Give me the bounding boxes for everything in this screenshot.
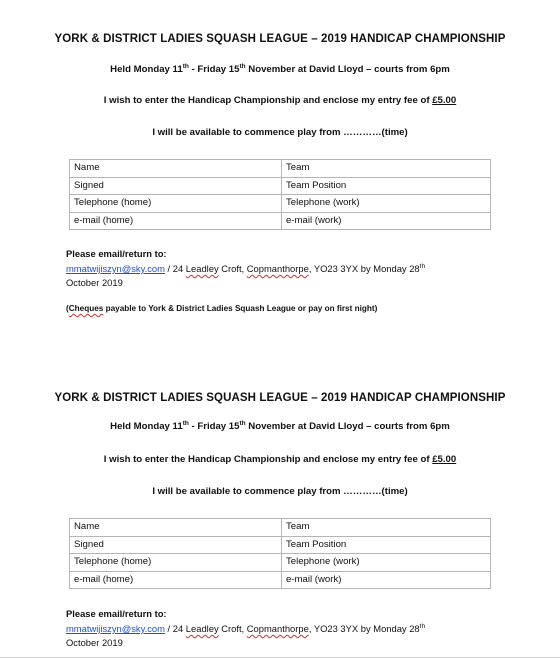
return-address: [66, 263, 425, 274]
held-sup-b: th: [239, 420, 246, 427]
email-link[interactable]: mmatwijiszyn@sky.com: [66, 263, 165, 274]
cheques-open: (: [66, 304, 69, 313]
addr-leadley: Leadley: [185, 263, 219, 274]
held-text-c: November at David Lloyd – courts from 6pm: [245, 421, 450, 432]
cheques-word: Cheques: [68, 304, 104, 313]
return-date-copy: October 2019: [66, 637, 123, 648]
cheques-rest: payable to York & District Ladies Squash League or pay on first night): [103, 304, 378, 313]
telephone-work-field[interactable]: Telephone (work): [282, 554, 491, 572]
availability-line-copy: I will be available to commence play from …………(time): [152, 486, 408, 497]
addr-text-c: , YO23 3YX by Monday 28: [308, 263, 420, 274]
held-text-a: Held Monday 11: [110, 421, 183, 432]
entry-fee: £5.00: [432, 454, 457, 465]
held-sup-a: th: [182, 63, 189, 70]
addr-text-b: Croft,: [218, 263, 247, 274]
held-text-c: November at David Lloyd – courts from 6pm: [245, 64, 450, 75]
name-field[interactable]: Name: [70, 519, 282, 537]
return-address-copy: [66, 623, 425, 634]
addr-sup: th: [419, 263, 426, 270]
held-dates-line-copy: [0, 421, 560, 432]
telephone-home-field[interactable]: Telephone (home): [70, 195, 282, 213]
held-sup-a: th: [182, 420, 189, 427]
entry-text: I wish to enter the Handicap Championship and enclose my entry fee of: [103, 95, 433, 106]
email-link[interactable]: mmatwijiszyn@sky.com: [66, 623, 165, 634]
held-sup-b: th: [239, 63, 246, 70]
return-label-copy: Please email/return to:: [66, 608, 167, 619]
email-work-field[interactable]: e-mail (work): [282, 571, 491, 589]
table-row: [70, 554, 491, 572]
name-field[interactable]: Name: [70, 160, 282, 178]
email-work-field[interactable]: e-mail (work): [282, 212, 491, 230]
table-row: [70, 519, 491, 537]
table-row: [70, 160, 491, 178]
addr-leadley: Leadley: [185, 623, 219, 634]
form-title-copy: YORK & DISTRICT LADIES SQUASH LEAGUE – 2019 HANDICAP CHAMPIONSHIP: [54, 392, 506, 404]
entry-fee: £5.00: [432, 95, 457, 106]
addr-text-c: , YO23 3YX by Monday 28: [308, 623, 420, 634]
table-row: [70, 212, 491, 230]
entry-text: I wish to enter the Handicap Championship and enclose my entry fee of: [103, 454, 433, 465]
telephone-home-field[interactable]: Telephone (home): [70, 554, 282, 572]
entry-line-copy: [0, 454, 560, 465]
table-row: [70, 536, 491, 554]
table-row: [70, 177, 491, 195]
addr-text-b: Croft,: [218, 623, 247, 634]
held-text-a: Held Monday 11: [110, 64, 183, 75]
cheques-note: [66, 304, 377, 313]
addr-copmanthorpe: Copmanthorpe: [246, 623, 309, 634]
table-row: [70, 571, 491, 589]
email-home-field[interactable]: e-mail (home): [70, 571, 282, 589]
addr-copmanthorpe: Copmanthorpe: [246, 263, 309, 274]
return-label: Please email/return to:: [66, 248, 167, 259]
held-text-b: - Friday 15: [188, 64, 240, 75]
entry-form-table: [69, 159, 491, 230]
entry-form-table-copy: [69, 518, 491, 589]
form-title: YORK & DISTRICT LADIES SQUASH LEAGUE – 2019 HANDICAP CHAMPIONSHIP: [54, 33, 506, 45]
telephone-work-field[interactable]: Telephone (work): [282, 195, 491, 213]
team-position-field[interactable]: Team Position: [282, 177, 491, 195]
addr-text-a: / 24: [164, 623, 186, 634]
addr-text-a: / 24: [164, 263, 186, 274]
held-text-b: - Friday 15: [188, 421, 240, 432]
team-field[interactable]: Team: [282, 160, 491, 178]
addr-sup: th: [419, 623, 426, 630]
signed-field[interactable]: Signed: [70, 536, 282, 554]
team-field[interactable]: Team: [282, 519, 491, 537]
team-position-field[interactable]: Team Position: [282, 536, 491, 554]
return-date: October 2019: [66, 277, 123, 288]
held-dates-line: [0, 64, 560, 75]
email-home-field[interactable]: e-mail (home): [70, 212, 282, 230]
table-row: [70, 195, 491, 213]
availability-line: I will be available to commence play from …………(time): [152, 127, 408, 138]
signed-field[interactable]: Signed: [70, 177, 282, 195]
entry-line: [0, 95, 560, 106]
